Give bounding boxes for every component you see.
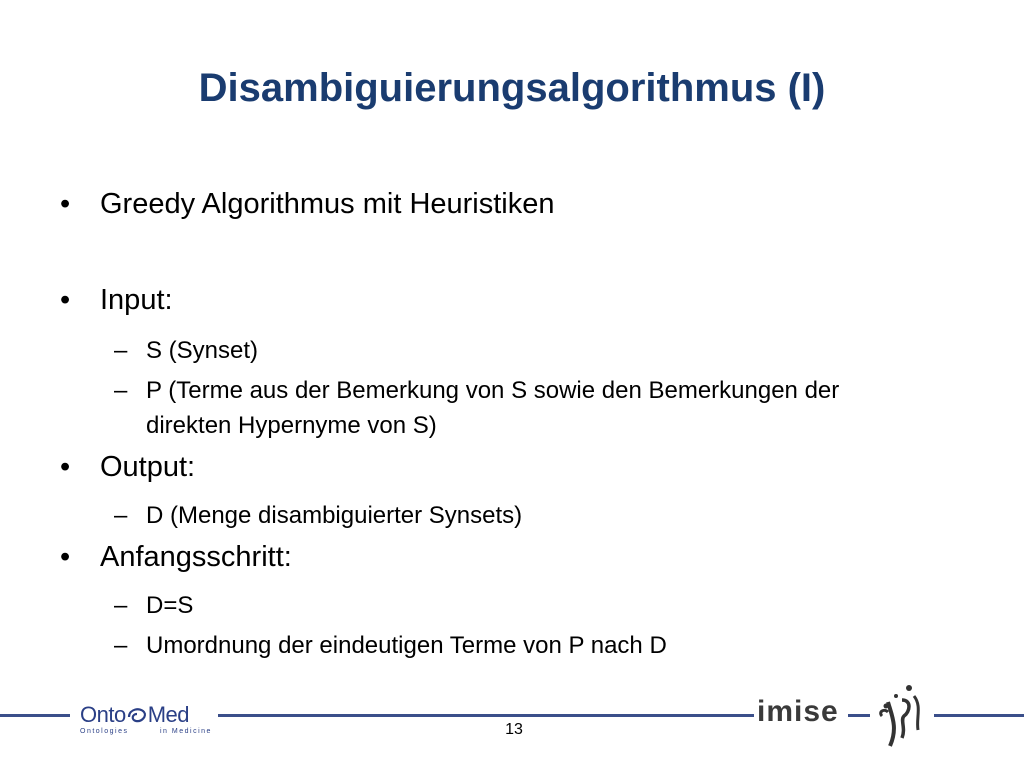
- sub-bullet-text: Umordnung der eindeutigen Terme von P nach D: [146, 632, 667, 659]
- bullet-item: [60, 451, 195, 484]
- dash-marker: –: [114, 377, 128, 404]
- logo-text-onto: Onto: [80, 702, 126, 727]
- sub-bullet-text: P (Terme aus der Bemerkung von S sowie den Bemerkungen der direkten Hypernyme von S): [146, 377, 840, 439]
- sub-bullet-text: S (Synset): [146, 337, 259, 364]
- footer-divider: [0, 714, 70, 717]
- bullet-item: [60, 541, 292, 574]
- slide-title: Disambiguierungsalgorithmus (I): [198, 66, 826, 110]
- footer-divider: [934, 714, 1024, 717]
- footer-divider: [218, 714, 754, 717]
- dash-marker: –: [114, 337, 128, 364]
- logo-text-med: Med: [147, 702, 189, 727]
- bullet-text: Output:: [100, 451, 196, 483]
- sub-bullet-text: D (Menge disambiguierter Synsets): [146, 502, 523, 529]
- sub-bullet-item: [114, 333, 934, 368]
- sub-bullet-item: [114, 588, 934, 623]
- bullet-marker: •: [60, 541, 71, 573]
- bullet-marker: •: [60, 188, 71, 220]
- bullet-text: Input:: [100, 284, 173, 316]
- logo-subtext-left: Ontologies: [80, 728, 129, 735]
- sub-bullet-text: D=S: [146, 592, 194, 619]
- logo-swirl-icon: [126, 705, 148, 725]
- page-number: 13: [505, 721, 523, 738]
- footer-divider: [848, 714, 870, 717]
- bullet-marker: •: [60, 451, 71, 483]
- logo-subtext-right: in Medicine: [160, 728, 212, 735]
- bullet-item: [60, 284, 173, 317]
- bullet-marker: •: [60, 284, 71, 316]
- dash-marker: –: [114, 632, 128, 659]
- sub-bullet-item: [114, 628, 934, 663]
- dash-marker: –: [114, 592, 128, 619]
- dash-marker: –: [114, 502, 128, 529]
- imise-logo-text: imise: [757, 695, 839, 728]
- sub-bullet-item: [114, 373, 904, 443]
- sub-bullet-item: [114, 498, 934, 533]
- ifi-logo-icon: [872, 682, 928, 752]
- bullet-item: [60, 188, 555, 221]
- ontomed-logo: [76, 701, 216, 741]
- bullet-text: Anfangsschritt:: [100, 541, 292, 573]
- bullet-text: Greedy Algorithmus mit Heuristiken: [100, 188, 555, 220]
